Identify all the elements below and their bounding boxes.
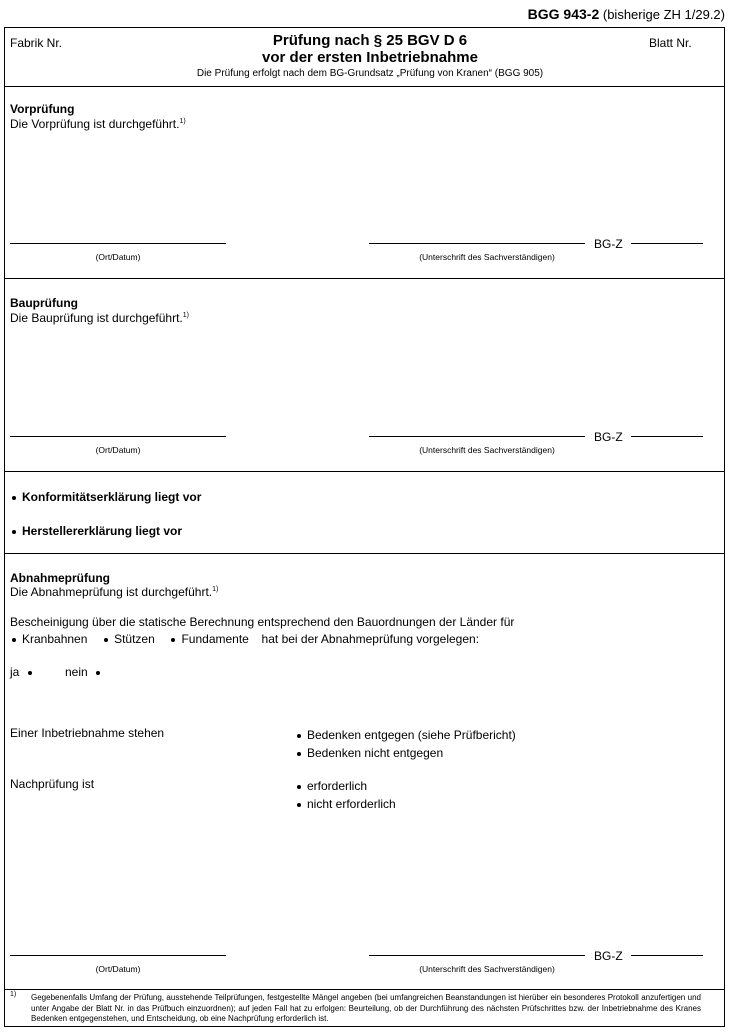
nach-opt1-label: erforderlich bbox=[307, 779, 368, 793]
blatt-nr-label: Blatt Nr. bbox=[649, 36, 692, 50]
divider-baupruefung bbox=[5, 471, 724, 472]
ja-label: ja bbox=[10, 665, 20, 679]
statik-options bbox=[12, 632, 479, 646]
vorpruefung-text bbox=[10, 117, 186, 131]
abnahme-footnote-mark: 1) bbox=[212, 586, 219, 593]
baupruefung-bgz-line[interactable] bbox=[631, 436, 703, 437]
nein-label: nein bbox=[65, 665, 88, 679]
abnahme-text bbox=[10, 585, 218, 599]
divider-declarations bbox=[5, 553, 724, 554]
opt-fundamente[interactable] bbox=[171, 632, 248, 646]
baupruefung-text bbox=[10, 311, 189, 325]
inbetrieb-label: Einer Inbetriebnahme stehen bbox=[10, 726, 165, 740]
vorpruefung-statement: Die Vorprüfung ist durchgeführt. bbox=[10, 117, 180, 131]
divider-header bbox=[5, 86, 724, 87]
vorpruefung-bgz-label: BG-Z bbox=[594, 237, 623, 251]
baupruefung-footnote-mark: 1) bbox=[182, 312, 190, 319]
nach-opt2-label: nicht erforderlich bbox=[307, 797, 396, 811]
opt-kranbahnen-label: Kranbahnen bbox=[22, 632, 88, 646]
inbetrieb-opt2-label: Bedenken nicht entgegen bbox=[307, 746, 444, 760]
divider-vorpruefung bbox=[5, 278, 724, 279]
baupruefung-signature-caption: (Unterschrift des Sachverständigen) bbox=[419, 445, 555, 455]
footnote-text: Gegebenenfalls Umfang der Prüfung, ausstehende Teilprüfungen, festgestellte Mängel angeben (bei umfangreichen Beanstandungen ist hierüber ein besonderes Protokoll anzufertigen und unter Angabe der Blatt Nr. in das Prüfbuch einzuordnen); auf jeden Fall hat zu erfolgen: Beurteilung, ob der Durchführung des nächsten Prüfschrittes bzw. der Inbetriebnahme des Kranes Bedenken entgegenstehen, und Entscheidung, ob eine Nachprüfung erforderlich ist. bbox=[31, 993, 701, 1023]
abnahme-bgz-line[interactable] bbox=[631, 955, 703, 956]
opt-kranbahnen[interactable] bbox=[12, 632, 87, 646]
vorpruefung-footnote-mark: 1) bbox=[179, 118, 186, 125]
nach-opt2[interactable] bbox=[297, 797, 396, 811]
bullet-icon bbox=[12, 530, 16, 534]
vorpruefung-signature-line[interactable] bbox=[369, 243, 585, 244]
vorpruefung-place-date-caption: (Ort/Datum) bbox=[95, 252, 141, 262]
baupruefung-statement: Die Bauprüfung ist durchgeführt. bbox=[10, 311, 183, 325]
bullet-icon bbox=[12, 638, 16, 642]
document-code-note: (bisherige ZH 1/29.2) bbox=[602, 7, 725, 22]
statik-suffix: hat bei der Abnahmeprüfung vorgelegen: bbox=[261, 632, 480, 646]
konformitaet-item[interactable] bbox=[12, 490, 201, 504]
opt-stuetzen[interactable] bbox=[104, 632, 155, 646]
nach-label: Nachprüfung ist bbox=[10, 777, 95, 791]
document-code bbox=[528, 6, 725, 22]
abnahme-signature-caption: (Unterschrift des Sachverständigen) bbox=[419, 964, 555, 974]
abnahme-signature-line[interactable] bbox=[369, 955, 585, 956]
vorpruefung-signature-caption: (Unterschrift des Sachverständigen) bbox=[419, 252, 555, 262]
statik-text: Bescheinigung über die statische Berechnung entsprechend den Bauordnungen der Länder für bbox=[10, 615, 515, 629]
baupruefung-signature-line[interactable] bbox=[369, 436, 585, 437]
form-title-line2: vor der ersten Inbetriebnahme bbox=[262, 49, 478, 66]
baupruefung-place-date-caption: (Ort/Datum) bbox=[95, 445, 141, 455]
form-subtitle: Die Prüfung erfolgt nach dem BG-Grundsatz „Prüfung von Kranen“ (BGG 905) bbox=[196, 68, 544, 79]
vorpruefung-heading: Vorprüfung bbox=[10, 102, 75, 116]
inbetrieb-opt2[interactable] bbox=[297, 746, 443, 760]
footnote-mark: 1) bbox=[10, 991, 17, 998]
bullet-icon bbox=[28, 671, 32, 675]
abnahme-place-date-caption: (Ort/Datum) bbox=[95, 964, 141, 974]
vorpruefung-place-date-line[interactable] bbox=[10, 243, 226, 244]
bullet-icon bbox=[297, 734, 301, 738]
fabrik-nr-label: Fabrik Nr. bbox=[10, 36, 63, 50]
nach-opt1[interactable] bbox=[297, 779, 367, 793]
abnahme-statement: Die Abnahmeprüfung ist durchgeführt. bbox=[10, 585, 213, 599]
baupruefung-place-date-line[interactable] bbox=[10, 436, 226, 437]
hersteller-label: Herstellererklärung liegt vor bbox=[22, 524, 183, 538]
inbetrieb-opt1[interactable] bbox=[297, 728, 516, 742]
bullet-icon bbox=[297, 752, 301, 756]
opt-stuetzen-label: Stützen bbox=[114, 632, 155, 646]
bullet-icon bbox=[12, 496, 16, 500]
bullet-icon bbox=[297, 785, 301, 789]
bullet-icon bbox=[171, 638, 175, 642]
document-code-number: BGG 943-2 bbox=[527, 6, 600, 22]
bullet-icon bbox=[96, 671, 100, 675]
bullet-icon bbox=[104, 638, 108, 642]
baupruefung-heading: Bauprüfung bbox=[10, 296, 78, 310]
ja-option[interactable] bbox=[10, 665, 38, 679]
konformitaet-label: Konformitätserklärung liegt vor bbox=[22, 490, 202, 504]
nein-option[interactable] bbox=[65, 665, 106, 679]
abnahme-bgz-label: BG-Z bbox=[594, 949, 623, 963]
baupruefung-bgz-label: BG-Z bbox=[594, 430, 623, 444]
bullet-icon bbox=[297, 803, 301, 807]
opt-fundamente-label: Fundamente bbox=[181, 632, 249, 646]
hersteller-item[interactable] bbox=[12, 524, 182, 538]
abnahme-heading: Abnahmeprüfung bbox=[10, 571, 110, 585]
form-title-line1: Prüfung nach § 25 BGV D 6 bbox=[272, 32, 468, 49]
abnahme-place-date-line[interactable] bbox=[10, 955, 226, 956]
vorpruefung-bgz-line[interactable] bbox=[631, 243, 703, 244]
inbetrieb-opt1-label: Bedenken entgegen (siehe Prüfbericht) bbox=[307, 728, 516, 742]
divider-footnote bbox=[5, 989, 724, 990]
